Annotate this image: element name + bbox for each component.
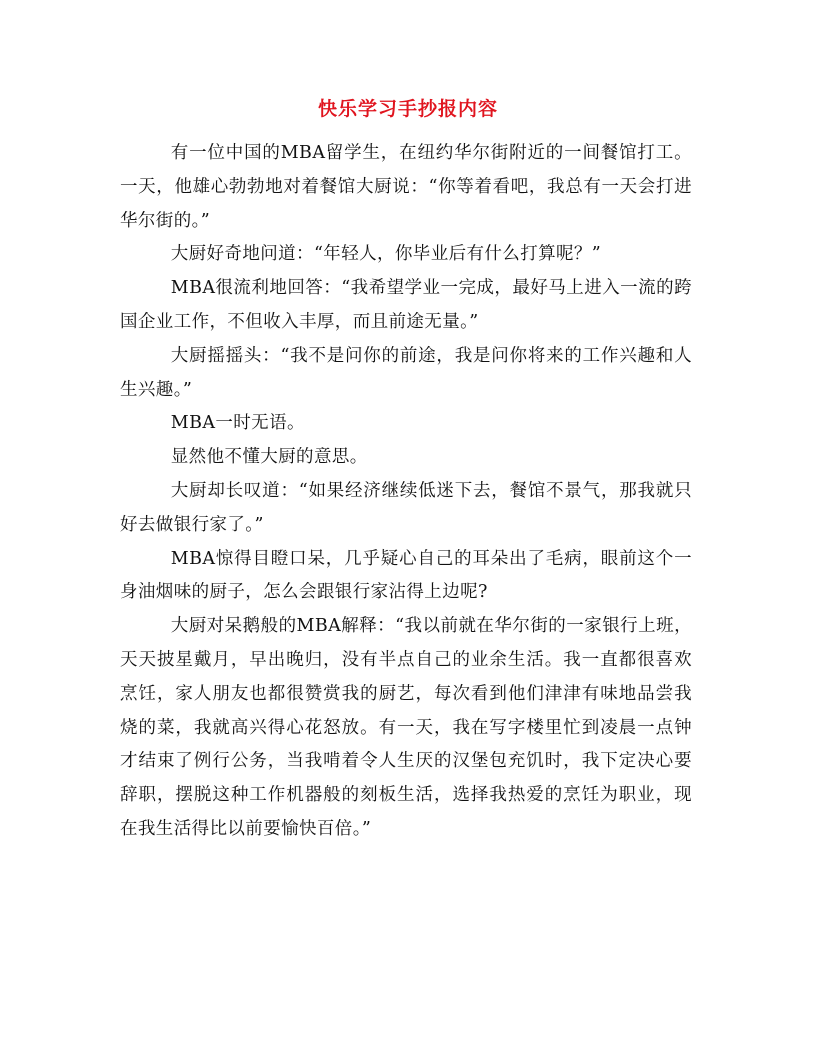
- paragraph: 显然他不懂大厨的意思。: [170, 447, 368, 468]
- paragraph: MBA很流利地回答：“我希望学业一完成，最好马上进入一流的跨国企业工作，不但收入丰厚，而且前途无量。”: [120, 278, 692, 332]
- paragraph: 大厨却长叹道：“如果经济继续低迷下去，餐馆不景气，那我就只好去做银行家了。”: [120, 480, 692, 535]
- paragraph: 大厨好奇地问道：“年轻人，你毕业后有什么打算呢？”: [170, 244, 602, 265]
- document-title: 快乐学习手抄报内容: [317, 98, 498, 120]
- paragraph: MBA惊得目瞪口呆，几乎疑心自己的耳朵出了毛病，眼前这个一身油烟味的厨子，怎么会跟银行家沾得上边呢?: [120, 548, 692, 603]
- paragraph: 有一位中国的MBA留学生，在纽约华尔街附近的一间餐馆打工。一天，他雄心勃勃地对着餐馆大厨说：“你等着看吧，我总有一天会打进华尔街的。”: [120, 143, 692, 231]
- paragraph: 大厨摇摇头：“我不是问你的前途，我是问你将来的工作兴趣和人生兴趣。”: [120, 345, 692, 400]
- paragraph: 大厨对呆鹅般的MBA解释：“我以前就在华尔街的一家银行上班，天天披星戴月，早出晚归，没有半点自己的业余生活。我一直都很喜欢烹饪，家人朋友也都很赞赏我的厨艺，每次看到他们津津有味地品尝我烧的菜，我就高兴得心花怒放。有一天，我在写字楼里忙到凌晨一点钟才结束了例行公务，当我啃着令人生厌的汉堡包充饥时，我下定决心要辞职，摆脱这种工作机器般的刻板生活，选择我热爱的烹饪为职业，现在我生活得比以前要愉快百倍。”: [120, 616, 692, 839]
- document-body: [120, 137, 692, 847]
- paragraph: MBA一时无语。: [170, 413, 305, 434]
